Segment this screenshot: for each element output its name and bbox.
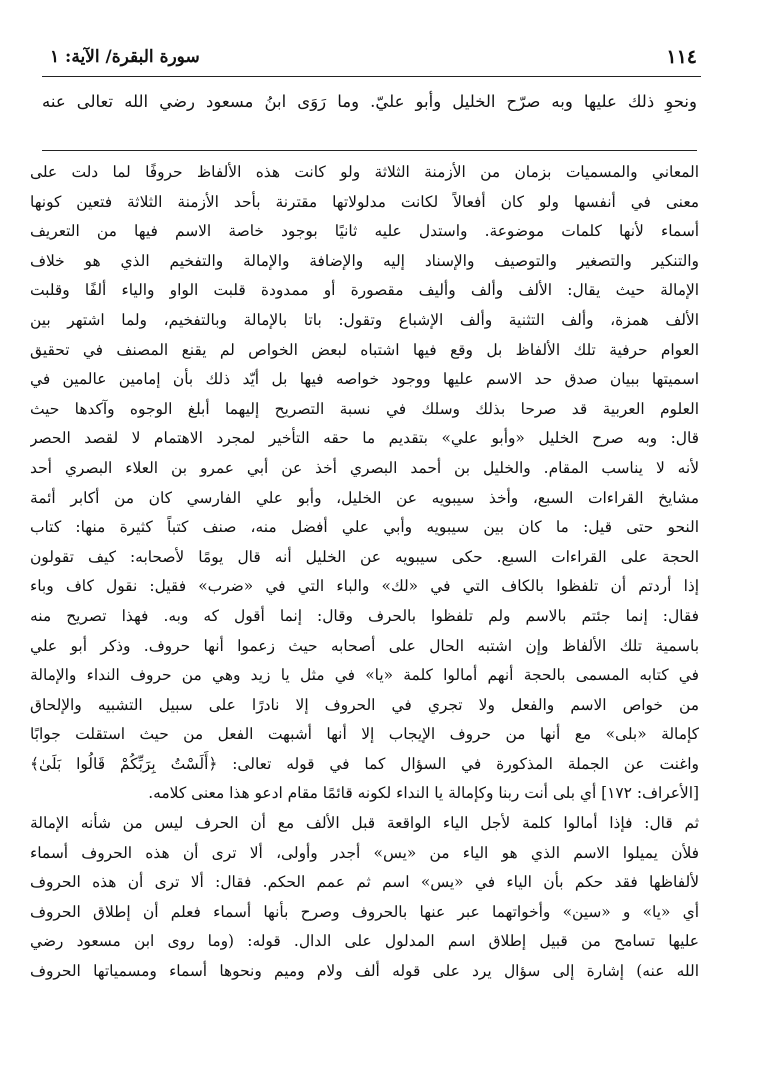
commentary-line: الإمالة حيث يقال: الألف وألف وأليف مقصورة أو ممدودة قلبت الواو والياء ألفًا وقلبت xyxy=(30,281,699,300)
commentary-line: معنى في أنفسها ولو كان أفعالاً لكانت مدلولاتها مقترنة بأحد الأزمنة الثلاثة فتعين كونها xyxy=(30,192,699,211)
page-number: ١١٤ xyxy=(666,46,697,68)
commentary-line: عليها تسامح من قبيل إطلاق اسم المدلول على الدال. قوله: (وما روى ابن مسعود رضي xyxy=(30,932,699,951)
separator-rule xyxy=(42,150,697,151)
commentary-line: في كتابه المسمى بالحجة أنهم أمالوا كلمة «يا» في مثل يا زيد وهي من حروف النداء والإمالة xyxy=(30,666,699,685)
commentary-line: والتنكير والتصغير والتوصيف والإسناد إليه والإضافة والإمالة والتفخيم الذي هو خلاف xyxy=(30,251,699,270)
commentary-line: النحو حتى قيل: ما كان بين سيبويه وأبي علي أفضل منه، صنف كتباً كثيرة منها: كتاب xyxy=(30,518,699,537)
commentary-line: اسميتها ببيان صدق حد الاسم عليها ووجود خواصه فيها بل أيّد ذلك بأن إمامين عالمين في xyxy=(30,370,699,389)
header-rule xyxy=(42,76,701,77)
commentary-line: أسماء لأنها كلمات موضوعة. واستدل عليه ثانيًا بوجود خاصة الاسم فيها من التعريف xyxy=(30,222,699,241)
surah-title: سورة البقرة/ الآية: ١ xyxy=(50,47,200,67)
running-head xyxy=(50,44,697,70)
commentary-line: لأنه لا يناسب المقام. والخليل بن أحمد البصري أخذ عن أبي عمرو بن العلاء البصري أحد xyxy=(30,458,699,477)
commentary-line: الله عنه) إشارة إلى سؤال يرد على قوله ألف ولام وميم ونحوها أسماء ومسمياتها الحروف xyxy=(30,962,699,981)
commentary-line: العوام حرفية تلك الألفاظ بل وقع فيها اشتباه لبعض الخواص لم يقنع المصنف في تحقيق xyxy=(30,340,699,359)
commentary-line: [الأعراف: ١٧٢] أي بلى أنت ربنا وكإمالة يا النداء لكونه قائمًا مقام ادعو هذا معنى كلامه. xyxy=(148,784,699,803)
commentary-line: الحجة على القراءات السبع. حكى سيبويه عن الخليل أنه قال يومًا لأصحابه: كيف تقولون xyxy=(30,547,699,566)
commentary-line: المعاني والمسميات بزمان من الأزمنة الثلاثة ولو كانت هذه الألفاظ حروفًا لما دلت على xyxy=(30,163,699,181)
commentary-line: ثم قال: فإذا أمالوا كلمة لأجل الياء الواقعة قبل الألف مع أن الحرف ليس من شأنه الإمالة xyxy=(30,814,699,833)
commentary-line: باسمية تلك الألفاظ وإن اشتبه الحال على أصحابه حيث زعموا أنها حروف. وذكر أبو علي xyxy=(30,636,699,655)
commentary-line: قال: وبه صرح الخليل «وأبو علي» بتقديم ما حقه التأخير لمجرد الاهتمام لا لقصد الحصر xyxy=(30,429,699,448)
commentary-line: العلوم العربية قد صرحا بذلك وسلك في نسبة التصريح إليهما أبلغ الوجوه وآكدها حيث xyxy=(30,399,699,418)
commentary-line: كإمالة «بلى» مع أنها من حروف الإيجاب إلا أنها أشبهت الفعل من حيث استقلت جوابًا xyxy=(30,725,699,744)
commentary-line: من خواص الاسم والفعل ولا تجري في الحروف إلا نادرًا على سبيل التشبيه والإلحاق xyxy=(30,695,699,714)
matn-text: ونحوِ ذلك عليها وبه صرّح الخليل وأبو عليّ. وما رَوَى ابنُ مسعود رضي الله تعالى عنه xyxy=(42,92,697,111)
commentary-line: مشايخ القراءات السبع، وأخذ سيبويه عن الخليل، وأبو علي الفارسي كان من أكابر أئمة xyxy=(30,488,699,507)
commentary-line: لألفاظها فقد حكم بأن الياء في «يس» اسم ثم عمم الحكم. فقال: ألا ترى أن هذه الحروف xyxy=(30,873,699,892)
commentary-line: فلأن يميلوا الاسم الذي هو الياء من «يس» أجدر وأولى، ألا ترى أن هذه الحروف أسماء xyxy=(30,843,699,862)
commentary-line: واغنت عن الجملة المذكورة في السؤال كما في قوله تعالى: ﴿أَلَسْتُ بِرَبِّكُمْ قَالُوا بَلَىٰ﴾ xyxy=(30,754,699,773)
commentary-line: إذا أردتم أن تلفظوا بالكاف التي في «لك» والباء التي في «ضرب» فقيل: نقول كاف وباء xyxy=(30,577,699,596)
commentary-text xyxy=(30,158,699,987)
commentary-line: فقال: إنما جئتم بالاسم ولم تلفظوا بالحرف وقال: إنما أقول كه وبه. فهذا تصريح منه xyxy=(30,606,699,625)
commentary-line: الألف همزة، وألف التثنية وألف الإشباع وتقول: باتا بالإمالة وبالتفخيم، ولما اشتهر بين xyxy=(30,310,699,329)
commentary-line: أي «يا» و «سين» وأخواتهما عبر عنها بالحروف وصرح بأنها أسماء فعلم أن إطلاق الحروف xyxy=(30,902,699,921)
